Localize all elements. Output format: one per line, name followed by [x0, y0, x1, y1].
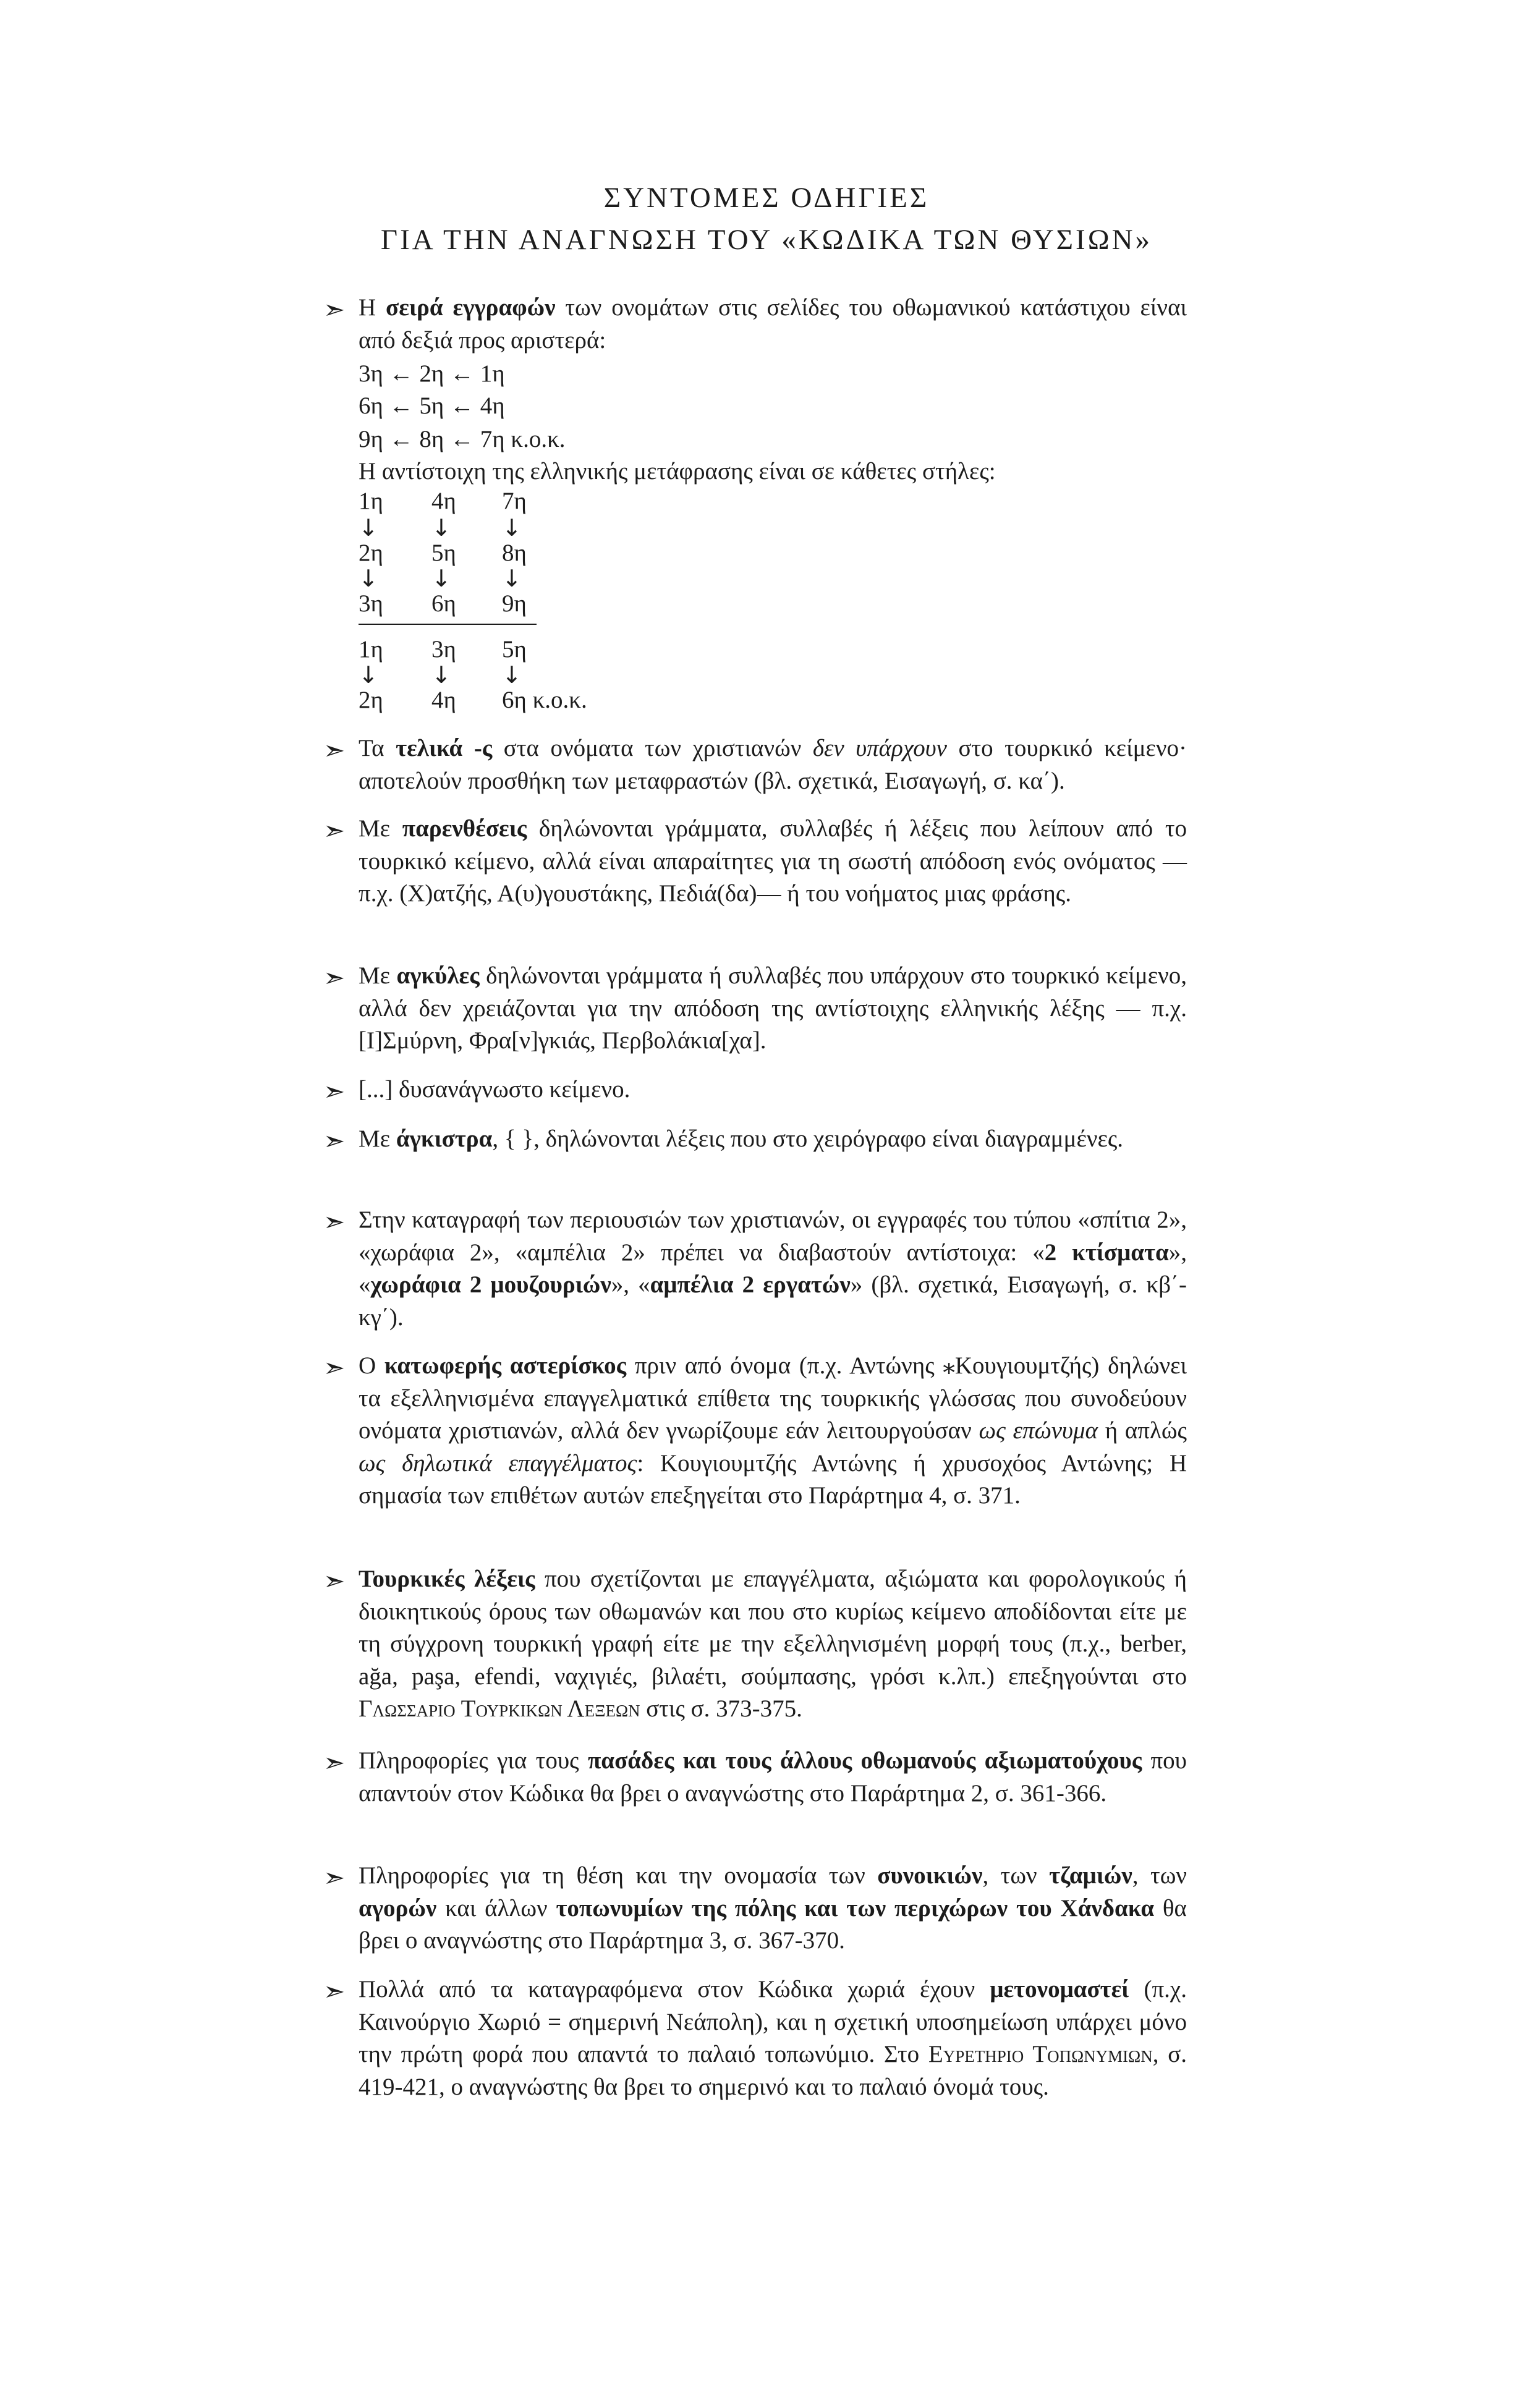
page-title-line-1: ΣΥΝΤΟΜΕΣ ΟΔΗΓΙΕΣ [603, 182, 930, 214]
bullet-arrow-icon: ➣ [323, 1206, 346, 1237]
bullet-arrow-icon: ➣ [323, 1076, 346, 1106]
table-cell: 6η [431, 590, 456, 617]
instruction-property-entries: Στην καταγραφή των περιουσιών των χριστιανών, οι εγγραφές του τύπου «σπίτια 2», «χωράφια 2», «αμπέλια 2» πρέπει να διαβαστούν αντίστοιχα: «2 κτίσματα», «χωράφια 2 μουζουριών», «αμπέλια 2 εργατών» (βλ. σχετικά, Εισαγωγή, σ. κβ΄-κγ΄). [359, 1206, 1187, 1331]
table-cell: 9η [502, 590, 527, 617]
bullet-arrow-icon: ➣ [323, 1976, 346, 2006]
bullet-arrow-icon: ➣ [323, 1566, 346, 1596]
bullet-arrow-icon: ➣ [323, 1352, 346, 1383]
sequence-row: 3η ← 2η ← 1η [359, 360, 505, 387]
bullet-arrow-icon: ➣ [323, 735, 346, 765]
table-cell: 7η [502, 488, 527, 514]
table-cell: 2η [359, 540, 383, 566]
table-cell: 3η [431, 636, 456, 663]
bullet-arrow-icon: ➣ [323, 1747, 346, 1778]
bullet-arrow-icon: ➣ [323, 1126, 346, 1156]
down-arrow-icon: ↓ [359, 565, 378, 592]
instruction-parentheses: Με παρενθέσεις δηλώνονται γράμματα, συλλαβές ή λέξεις που λείπουν από το τουρκικό κείμενο, αλλά είναι απαραίτητες για τη σωστή απόδοση ενός ονόματος —π.χ. (Χ)ατζής, Α(υ)γουστάκης, Πεδιά(δα)— ή του νοήματος μιας φράσης. [359, 815, 1187, 907]
instruction-renamed-villages: Πολλά από τα καταγραφόμενα στον Κώδικα χωριά έχουν μετονομαστεί (π.χ. Καινούργιο Χωριό = σημερινή Νεάπολη), και η σχετική υποσημείωση υπάρχει μόνο την πρώτη φορά που απαντά το παλαιό τοπωνύμιο. Στο Ευρετηριο Τοπωνυμιων, σ. 419-421, ο αναγνώστης θα βρει το σημερινό και το παλαιό όνομά τους. [359, 1976, 1187, 2100]
table-cell: 2η [359, 687, 383, 713]
table-cell: 6η κ.ο.κ. [502, 687, 587, 713]
down-arrow-icon: ↓ [359, 661, 378, 689]
table-cell: 3η [359, 590, 383, 617]
instruction-entry-order: Η σειρά εγγραφών των ονομάτων στις σελίδες του οθωμανικού κατάστιχου είναι από δεξιά προς αριστερά: [359, 294, 1187, 354]
bullet-arrow-icon: ➣ [323, 815, 346, 846]
page-title-line-2: ΓΙΑ ΤΗΝ ΑΝΑΓΝΩΣΗ ΤΟΥ «ΚΩΔΙΚΑ ΤΩΝ ΘΥΣΙΩΝ» [380, 224, 1153, 256]
instruction-toponyms: Πληροφορίες για τη θέση και την ονομασία των συνοικιών, των τζαμιών, των αγορών και άλλων τοπωνυμίων της πόλης και των περιχώρων του Χάνδακα θα βρει ο αναγνώστης στο Παράρτημα 3, σ. 367-370. [359, 1862, 1187, 1954]
instruction-brackets: Με αγκύλες δηλώνονται γράμματα ή συλλαβές που υπάρχουν στο τουρκικό κείμενο, αλλά δεν χρειάζονται για την απόδοση της αντίστοιχης ελληνικής λέξης — π.χ. [Ι]Σμύρνη, Φρα[ν]γκιάς, Περβολάκια[χα]. [359, 962, 1187, 1054]
down-arrow-icon: ↓ [502, 565, 522, 592]
down-arrow-icon: ↓ [359, 514, 378, 541]
down-arrow-icon: ↓ [431, 661, 451, 689]
instruction-braces: Με άγκιστρα, { }, δηλώνονται λέξεις που στο χειρόγραφο είναι διαγραμμένες. [359, 1126, 1124, 1152]
bullet-arrow-icon: ➣ [323, 294, 346, 324]
bullet-arrow-icon: ➣ [323, 1862, 346, 1893]
down-arrow-icon: ↓ [431, 565, 451, 592]
instruction-illegible: [...] δυσανάγνωστο κείμενο. [359, 1076, 631, 1103]
table-cell: 5η [431, 540, 456, 566]
instruction-turkish-words: Τουρκικές λέξεις που σχετίζονται με επαγγέλματα, αξιώματα και φορολογικούς ή διοικητικούς όρους των οθωμανών και που στο κυρίως κείμενο αποδίδονται είτε με τη σύγχρονη τουρκική γραφή είτε με την εξελληνισμένη μορφή τους (π.χ., berber, ağa, paşa, efendi, ναχιγιές, βιλαέτι, σούμπασης, γρόσι κ.λπ.) επεξηγούνται στο Γλωσσαριο Τουρκικων Λεξεων στις σ. 373-375. [359, 1566, 1187, 1722]
instruction-pashas: Πληροφορίες για τους πασάδες και τους άλλους οθωμανούς αξιωματούχους που απαντούν στον Κώδικα θα βρει ο αναγνώστης στο Παράρτημα 2, σ. 361-366. [359, 1747, 1187, 1807]
table-cell: 1η [359, 636, 383, 663]
bullet-arrow-icon: ➣ [323, 962, 346, 993]
instruction-final-sigma: Τα τελικά -ς στα ονόματα των χριστιανών δεν υπάρχουν στο τουρκικό κείμενο· αποτελούν προσθήκη των μεταφραστών (βλ. σχετικά, Εισαγωγή, σ. κα΄). [359, 735, 1187, 794]
table-cell: 1η [359, 488, 383, 514]
instruction-asterisk: Ο κατωφερής αστερίσκος πριν από όνομα (π.χ. Αντώνης ⁎Κουγιουμτζής) δηλώνει τα εξελληνισμένα επαγγελματικά επίθετα της τουρκικής γλώσσας που συνοδεύουν ονόματα χριστιανών, αλλά δεν γνωρίζουμε εάν λειτουργούσαν ως επώνυμα ή απλώς ως δηλωτικά επαγγέλματος: Κουγιουμτζής Αντώνης ή χρυσοχόος Αντώνης; Η σημασία των επιθέτων αυτών επεξηγείται στο Παράρτημα 4, σ. 371. [359, 1352, 1187, 1509]
down-arrow-icon: ↓ [502, 514, 522, 541]
down-arrow-icon: ↓ [502, 661, 522, 689]
columns-intro: Η αντίστοιχη της ελληνικής μετάφρασης είναι σε κάθετες στήλες: [359, 458, 996, 485]
table-cell: 5η [502, 636, 527, 663]
table-cell: 4η [431, 687, 456, 713]
table-cell: 8η [502, 540, 527, 566]
sequence-row: 9η ← 8η ← 7η κ.ο.κ. [359, 426, 566, 452]
table-cell: 4η [431, 488, 456, 514]
down-arrow-icon: ↓ [431, 514, 451, 541]
sequence-row: 6η ← 5η ← 4η [359, 392, 505, 419]
table-divider [359, 624, 537, 625]
